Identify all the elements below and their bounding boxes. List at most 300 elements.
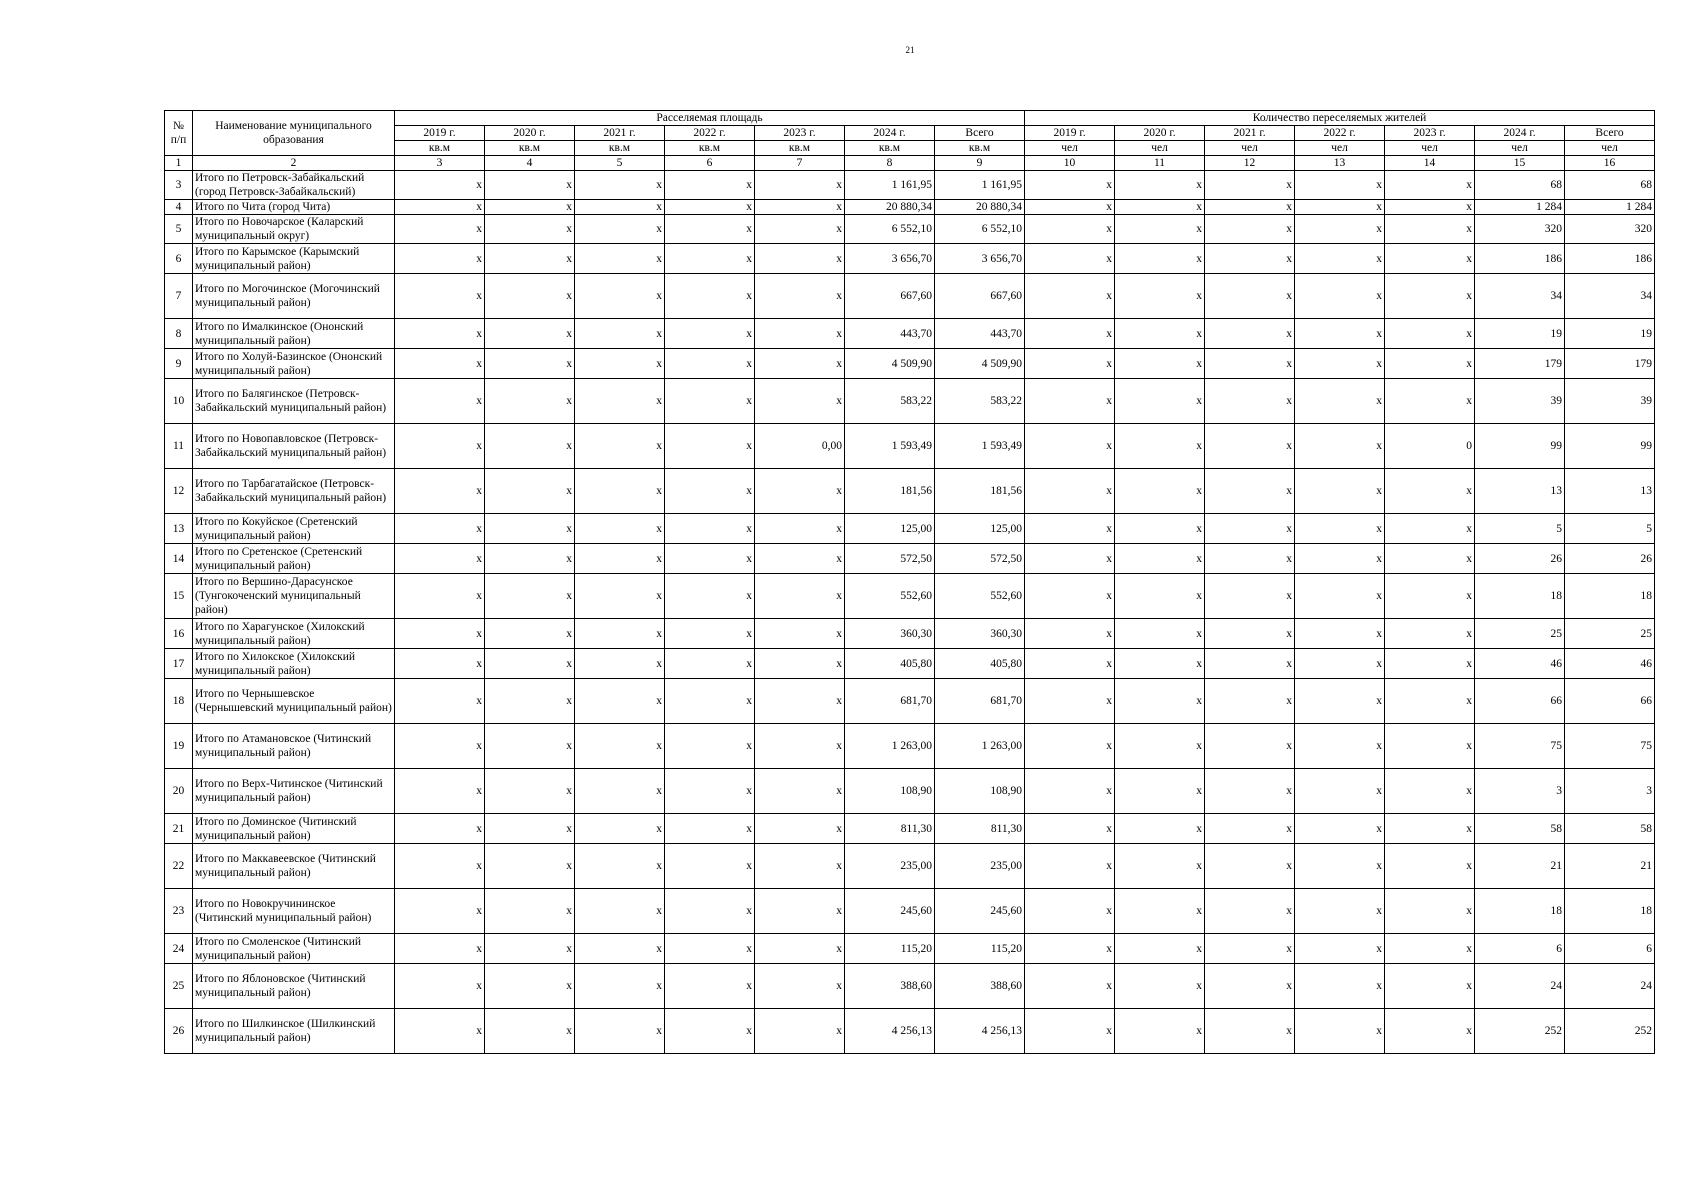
people-value: x (1385, 379, 1475, 424)
area-value: 583,22 (845, 379, 935, 424)
area-value: x (665, 349, 755, 379)
header-people-unit: чел (1025, 141, 1115, 156)
area-value: x (755, 1009, 845, 1054)
area-value: x (665, 574, 755, 619)
row-number: 20 (165, 769, 193, 814)
column-numbers-row (165, 156, 1655, 171)
area-value: x (575, 349, 665, 379)
people-value: 39 (1565, 379, 1655, 424)
people-value: 46 (1565, 649, 1655, 679)
area-value: x (665, 200, 755, 215)
people-value: 26 (1475, 544, 1565, 574)
people-value: x (1115, 964, 1205, 1009)
people-value: x (1205, 200, 1295, 215)
municipality-name: Итого по Доминское (Читинский муниципальный район) (193, 814, 395, 844)
header-area-year: 2023 г. (755, 126, 845, 141)
people-value: 18 (1565, 889, 1655, 934)
people-value: 21 (1565, 844, 1655, 889)
people-value: x (1025, 200, 1115, 215)
people-value: x (1385, 469, 1475, 514)
people-value: x (1115, 649, 1205, 679)
area-value: 1 161,95 (935, 171, 1025, 200)
area-value: 811,30 (935, 814, 1025, 844)
area-value: x (575, 964, 665, 1009)
row-number: 9 (165, 349, 193, 379)
area-value: x (485, 349, 575, 379)
area-value: x (575, 514, 665, 544)
header-area-year: 2019 г. (395, 126, 485, 141)
column-number: 4 (485, 156, 575, 171)
row-number: 17 (165, 649, 193, 679)
people-value: x (1295, 814, 1385, 844)
area-value: x (395, 469, 485, 514)
header-area-year: 2020 г. (485, 126, 575, 141)
area-value: x (395, 349, 485, 379)
people-value: x (1025, 274, 1115, 319)
area-value: x (485, 274, 575, 319)
area-value: 235,00 (935, 844, 1025, 889)
area-value: x (575, 814, 665, 844)
people-value: 320 (1565, 215, 1655, 244)
header-municipality-name: Наименование муниципального образования (193, 111, 395, 156)
table-row (165, 769, 1655, 814)
row-number: 8 (165, 319, 193, 349)
area-value: x (665, 649, 755, 679)
people-value: x (1025, 649, 1115, 679)
municipality-name: Итого по Холуй-Базинское (Ононский муниципальный район) (193, 349, 395, 379)
area-value: 405,80 (845, 649, 935, 679)
people-value: x (1385, 769, 1475, 814)
area-value: x (755, 200, 845, 215)
column-number: 12 (1205, 156, 1295, 171)
people-value: 58 (1565, 814, 1655, 844)
municipality-name: Итого по Чернышевское (Чернышевский муниципальный район) (193, 679, 395, 724)
area-value: 0,00 (755, 424, 845, 469)
area-value: 4 509,90 (935, 349, 1025, 379)
area-value: x (395, 544, 485, 574)
area-value: x (665, 964, 755, 1009)
table-row (165, 679, 1655, 724)
area-value: 4 256,13 (935, 1009, 1025, 1054)
area-value: x (485, 844, 575, 889)
people-value: x (1205, 964, 1295, 1009)
people-value: x (1295, 379, 1385, 424)
people-value: x (1205, 649, 1295, 679)
people-value: x (1295, 769, 1385, 814)
people-value: 99 (1475, 424, 1565, 469)
people-value: x (1385, 544, 1475, 574)
people-value: 6 (1565, 934, 1655, 964)
area-value: x (665, 1009, 755, 1054)
header-people-year: 2022 г. (1295, 126, 1385, 141)
page-number: 21 (905, 45, 915, 55)
row-number: 11 (165, 424, 193, 469)
area-value: x (485, 649, 575, 679)
people-value: 19 (1475, 319, 1565, 349)
table-header (165, 111, 1655, 171)
area-value: 181,56 (935, 469, 1025, 514)
area-value: 3 656,70 (935, 244, 1025, 274)
area-value: x (575, 1009, 665, 1054)
area-value: x (575, 574, 665, 619)
people-value: x (1115, 171, 1205, 200)
area-value: x (755, 171, 845, 200)
area-value: x (755, 649, 845, 679)
people-value: x (1025, 724, 1115, 769)
area-value: 681,70 (845, 679, 935, 724)
people-value: x (1115, 844, 1205, 889)
row-number: 3 (165, 171, 193, 200)
area-value: x (665, 319, 755, 349)
area-value: 245,60 (845, 889, 935, 934)
people-value: x (1115, 379, 1205, 424)
table-row (165, 544, 1655, 574)
people-value: x (1385, 934, 1475, 964)
people-value: x (1205, 319, 1295, 349)
area-value: x (755, 379, 845, 424)
people-value: x (1025, 379, 1115, 424)
people-value: x (1295, 889, 1385, 934)
column-number: 7 (755, 156, 845, 171)
column-number: 15 (1475, 156, 1565, 171)
area-value: x (755, 469, 845, 514)
table-row (165, 215, 1655, 244)
column-number: 9 (935, 156, 1025, 171)
people-value: 186 (1565, 244, 1655, 274)
area-value: x (485, 679, 575, 724)
area-value: x (485, 171, 575, 200)
people-value: x (1115, 724, 1205, 769)
municipality-name: Итого по Ималкинское (Ононский муниципальный район) (193, 319, 395, 349)
people-value: x (1205, 1009, 1295, 1054)
people-value: x (1205, 844, 1295, 889)
area-value: x (485, 724, 575, 769)
area-value: x (575, 844, 665, 889)
people-value: x (1115, 934, 1205, 964)
column-number: 16 (1565, 156, 1655, 171)
municipality-name: Итого по Кокуйское (Сретенский муниципальный район) (193, 514, 395, 544)
header-people-year: 2023 г. (1385, 126, 1475, 141)
area-value: 552,60 (935, 574, 1025, 619)
people-value: x (1295, 964, 1385, 1009)
municipality-name: Итого по Яблоновское (Читинский муниципальный район) (193, 964, 395, 1009)
area-value: 235,00 (845, 844, 935, 889)
people-value: x (1385, 1009, 1475, 1054)
people-value: 68 (1475, 171, 1565, 200)
people-value: x (1295, 424, 1385, 469)
people-value: x (1025, 1009, 1115, 1054)
area-value: x (395, 215, 485, 244)
table-row (165, 244, 1655, 274)
municipality-name: Итого по Новочарское (Каларский муниципальный округ) (193, 215, 395, 244)
area-value: 443,70 (935, 319, 1025, 349)
people-value: 66 (1475, 679, 1565, 724)
column-number: 10 (1025, 156, 1115, 171)
people-value: x (1205, 544, 1295, 574)
area-value: x (665, 469, 755, 514)
table-row (165, 424, 1655, 469)
people-value: x (1205, 619, 1295, 649)
area-value: x (665, 814, 755, 844)
municipality-name: Итого по Новопавловское (Петровск-Забайкальский муниципальный район) (193, 424, 395, 469)
area-value: 181,56 (845, 469, 935, 514)
area-value: x (395, 319, 485, 349)
area-value: x (395, 514, 485, 544)
area-value: x (755, 319, 845, 349)
people-value: 24 (1475, 964, 1565, 1009)
area-value: 6 552,10 (845, 215, 935, 244)
area-value: x (395, 964, 485, 1009)
area-value: 583,22 (935, 379, 1025, 424)
people-value: x (1295, 469, 1385, 514)
people-value: 13 (1565, 469, 1655, 514)
people-value: x (1385, 171, 1475, 200)
row-number: 22 (165, 844, 193, 889)
column-number: 11 (1115, 156, 1205, 171)
table-row (165, 844, 1655, 889)
people-value: 18 (1565, 574, 1655, 619)
area-value: 667,60 (845, 274, 935, 319)
area-value: x (665, 769, 755, 814)
people-value: 1 284 (1475, 200, 1565, 215)
area-value: x (395, 1009, 485, 1054)
people-value: x (1295, 844, 1385, 889)
municipality-name: Итого по Верх-Читинское (Читинский муниципальный район) (193, 769, 395, 814)
header-area-year: 2021 г. (575, 126, 665, 141)
area-value: 388,60 (935, 964, 1025, 1009)
people-value: 68 (1565, 171, 1655, 200)
people-value: x (1385, 844, 1475, 889)
people-value: x (1025, 619, 1115, 649)
column-number: 5 (575, 156, 665, 171)
area-value: x (485, 889, 575, 934)
area-value: x (665, 215, 755, 244)
area-value: x (485, 200, 575, 215)
row-number: 26 (165, 1009, 193, 1054)
people-value: x (1025, 889, 1115, 934)
area-value: x (485, 814, 575, 844)
people-value: x (1205, 514, 1295, 544)
people-value: 5 (1565, 514, 1655, 544)
people-value: 19 (1565, 319, 1655, 349)
people-value: 58 (1475, 814, 1565, 844)
people-value: x (1385, 619, 1475, 649)
area-value: x (395, 814, 485, 844)
header-area-unit: кв.м (665, 141, 755, 156)
people-value: x (1205, 724, 1295, 769)
area-value: x (755, 814, 845, 844)
area-value: x (575, 200, 665, 215)
people-value: 18 (1475, 889, 1565, 934)
table-row (165, 379, 1655, 424)
area-value: x (575, 244, 665, 274)
people-value: x (1025, 679, 1115, 724)
area-value: x (395, 889, 485, 934)
people-value: x (1025, 934, 1115, 964)
area-value: x (575, 934, 665, 964)
table-row (165, 514, 1655, 544)
people-value: 24 (1565, 964, 1655, 1009)
people-value: x (1115, 200, 1205, 215)
area-value: x (395, 171, 485, 200)
people-value: x (1205, 889, 1295, 934)
header-area-year: 2024 г. (845, 126, 935, 141)
area-value: 667,60 (935, 274, 1025, 319)
header-group-people: Количество переселяемых жителей (1025, 111, 1655, 126)
area-value: x (665, 171, 755, 200)
header-people-year: 2020 г. (1115, 126, 1205, 141)
area-value: x (665, 544, 755, 574)
people-value: 34 (1565, 274, 1655, 319)
people-value: 3 (1565, 769, 1655, 814)
area-value: 6 552,10 (935, 215, 1025, 244)
area-value: x (395, 379, 485, 424)
area-value: x (755, 889, 845, 934)
people-value: x (1025, 844, 1115, 889)
row-number: 12 (165, 469, 193, 514)
area-value: x (575, 171, 665, 200)
area-value: x (575, 424, 665, 469)
municipality-name: Итого по Вершино-Дарасунское (Тунгокоченский муниципальный район) (193, 574, 395, 619)
people-value: x (1295, 319, 1385, 349)
municipality-name: Итого по Смоленское (Читинский муниципальный район) (193, 934, 395, 964)
area-value: x (575, 215, 665, 244)
people-value: x (1385, 349, 1475, 379)
people-value: x (1205, 215, 1295, 244)
municipality-name: Итого по Тарбагатайское (Петровск-Забайкальский муниципальный район) (193, 469, 395, 514)
area-value: x (485, 215, 575, 244)
people-value: x (1385, 814, 1475, 844)
area-value: x (755, 934, 845, 964)
header-people-unit: чел (1565, 141, 1655, 156)
people-value: x (1295, 1009, 1385, 1054)
people-value: x (1025, 514, 1115, 544)
table-row (165, 171, 1655, 200)
area-value: x (485, 769, 575, 814)
column-number: 6 (665, 156, 755, 171)
area-value: x (575, 469, 665, 514)
municipality-name: Итого по Харагунское (Хилокский муниципальный район) (193, 619, 395, 649)
municipality-name: Итого по Балягинское (Петровск-Забайкальский муниципальный район) (193, 379, 395, 424)
area-value: x (485, 514, 575, 544)
area-value: x (395, 649, 485, 679)
header-people-year: 2021 г. (1205, 126, 1295, 141)
area-value: 572,50 (845, 544, 935, 574)
area-value: 572,50 (935, 544, 1025, 574)
area-value: 3 656,70 (845, 244, 935, 274)
header-area-unit: кв.м (935, 141, 1025, 156)
table-row (165, 964, 1655, 1009)
table-row (165, 934, 1655, 964)
area-value: x (395, 574, 485, 619)
row-number: 15 (165, 574, 193, 619)
header-group-area: Расселяемая площадь (395, 111, 1025, 126)
people-value: x (1115, 679, 1205, 724)
area-value: x (755, 769, 845, 814)
municipality-name: Итого по Шилкинское (Шилкинский муниципальный район) (193, 1009, 395, 1054)
people-value: x (1385, 964, 1475, 1009)
people-value: 179 (1475, 349, 1565, 379)
municipality-name: Итого по Новокручининское (Читинский муниципальный район) (193, 889, 395, 934)
municipality-name: Итого по Сретенское (Сретенский муниципальный район) (193, 544, 395, 574)
area-value: 443,70 (845, 319, 935, 349)
people-value: x (1115, 215, 1205, 244)
row-number: 4 (165, 200, 193, 215)
area-value: x (485, 1009, 575, 1054)
people-value: 99 (1565, 424, 1655, 469)
area-value: x (395, 274, 485, 319)
people-value: x (1115, 1009, 1205, 1054)
header-people-year: Всего (1565, 126, 1655, 141)
people-value: 21 (1475, 844, 1565, 889)
people-value: x (1295, 619, 1385, 649)
people-value: 26 (1565, 544, 1655, 574)
area-value: 4 256,13 (845, 1009, 935, 1054)
people-value: x (1385, 274, 1475, 319)
people-value: x (1205, 574, 1295, 619)
header-people-year: 2024 г. (1475, 126, 1565, 141)
header-people-unit: чел (1295, 141, 1385, 156)
header-people-unit: чел (1115, 141, 1205, 156)
people-value: x (1385, 724, 1475, 769)
area-value: 108,90 (935, 769, 1025, 814)
area-value: x (755, 964, 845, 1009)
people-value: x (1295, 274, 1385, 319)
row-number: 10 (165, 379, 193, 424)
people-value: 18 (1475, 574, 1565, 619)
table-row (165, 574, 1655, 619)
header-people-unit: чел (1385, 141, 1475, 156)
area-value: x (485, 319, 575, 349)
people-value: x (1115, 514, 1205, 544)
area-value: 20 880,34 (935, 200, 1025, 215)
people-value: x (1115, 574, 1205, 619)
area-value: x (755, 244, 845, 274)
people-value: x (1025, 171, 1115, 200)
people-value: 75 (1475, 724, 1565, 769)
table-row (165, 349, 1655, 379)
area-value: x (755, 574, 845, 619)
people-value: x (1115, 769, 1205, 814)
table-body (165, 171, 1655, 1054)
area-value: 1 263,00 (845, 724, 935, 769)
people-value: 25 (1475, 619, 1565, 649)
area-value: x (665, 844, 755, 889)
people-value: x (1295, 514, 1385, 544)
row-number: 19 (165, 724, 193, 769)
row-number: 23 (165, 889, 193, 934)
people-value: x (1025, 544, 1115, 574)
table-row (165, 200, 1655, 215)
people-value: x (1115, 814, 1205, 844)
people-value: 66 (1565, 679, 1655, 724)
people-value: 179 (1565, 349, 1655, 379)
area-value: x (485, 544, 575, 574)
people-value: x (1385, 679, 1475, 724)
people-value: x (1025, 814, 1115, 844)
people-value: x (1025, 769, 1115, 814)
people-value: x (1385, 200, 1475, 215)
area-value: x (395, 769, 485, 814)
people-value: 5 (1475, 514, 1565, 544)
area-value: x (485, 964, 575, 1009)
people-value: x (1205, 424, 1295, 469)
column-number: 13 (1295, 156, 1385, 171)
people-value: x (1295, 349, 1385, 379)
people-value: x (1115, 424, 1205, 469)
row-number: 6 (165, 244, 193, 274)
people-value: x (1205, 274, 1295, 319)
